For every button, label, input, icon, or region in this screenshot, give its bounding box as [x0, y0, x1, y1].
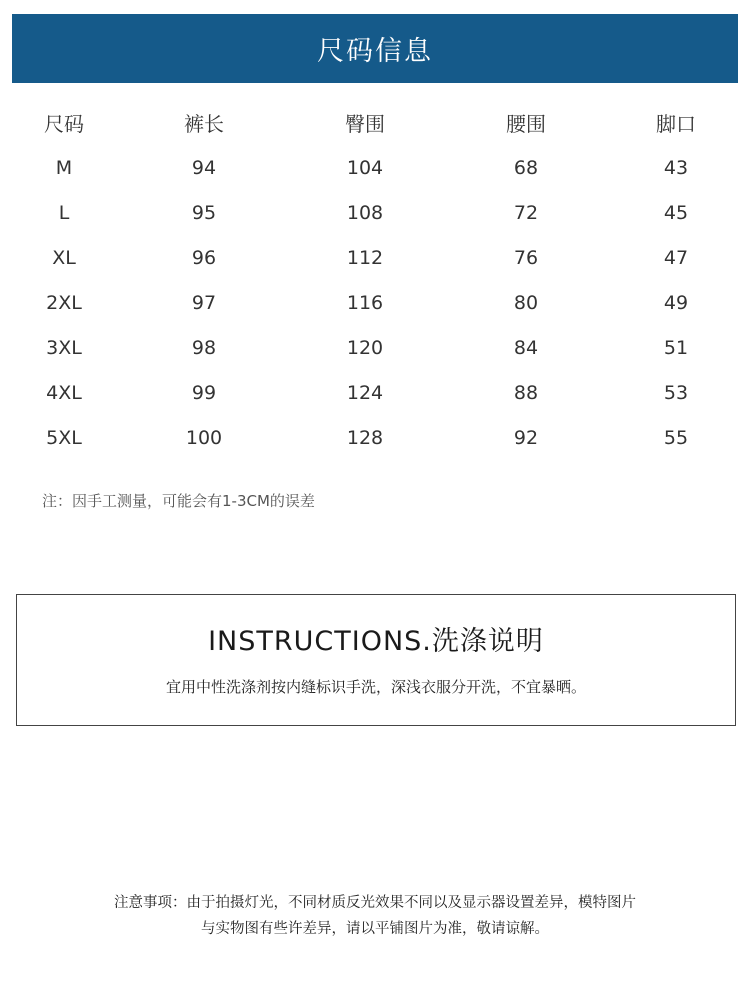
cell-waist: 80 [513, 291, 539, 314]
instructions-box [16, 594, 736, 726]
cell-size: L [58, 201, 70, 224]
table-row [0, 190, 750, 235]
cell-waist: 76 [513, 246, 539, 269]
cell-waist: 72 [513, 201, 539, 224]
header-hip: 臀围 [345, 112, 385, 136]
header-waist: 腰围 [506, 112, 546, 136]
cell-size: 5XL [46, 426, 82, 449]
cell-hem: 51 [663, 336, 689, 359]
table-row [0, 235, 750, 280]
cell-size: M [55, 156, 73, 179]
cell-hem: 43 [663, 156, 689, 179]
table-row [0, 280, 750, 325]
instructions-title: INSTRUCTIONS.洗涤说明 [208, 626, 544, 657]
cell-waist: 84 [513, 336, 539, 359]
cell-length: 98 [191, 336, 217, 359]
cell-hip: 128 [346, 426, 384, 449]
cell-length: 96 [191, 246, 217, 269]
footer-line-2: 与实物图有些许差异，请以平铺图片为准，敬请谅解。 [201, 921, 549, 937]
header-hem: 脚口 [656, 112, 696, 136]
cell-hip: 124 [346, 381, 384, 404]
cell-hip: 108 [346, 201, 384, 224]
cell-length: 95 [191, 201, 217, 224]
cell-waist: 92 [513, 426, 539, 449]
table-row [0, 370, 750, 415]
footer-note [0, 890, 750, 942]
cell-hem: 53 [663, 381, 689, 404]
size-table [0, 100, 750, 460]
cell-hem: 47 [663, 246, 689, 269]
header-length: 裤长 [184, 112, 224, 136]
cell-length: 99 [191, 381, 217, 404]
header-size: 尺码 [44, 112, 84, 136]
cell-hem: 55 [663, 426, 689, 449]
cell-size: XL [52, 246, 76, 269]
table-row [0, 145, 750, 190]
size-info-banner [12, 14, 738, 83]
table-row [0, 325, 750, 370]
instructions-text: 宜用中性洗涤剂按内缝标识手洗，深浅衣服分开洗，不宜暴晒。 [165, 678, 586, 696]
cell-hip: 112 [346, 246, 384, 269]
cell-length: 94 [191, 156, 217, 179]
cell-size: 3XL [46, 336, 82, 359]
cell-hem: 45 [663, 201, 689, 224]
cell-length: 100 [185, 426, 223, 449]
table-header-row [0, 100, 750, 145]
footer-line-1: 注意事项：由于拍摄灯光，不同材质反光效果不同以及显示器设置差异，模特图片 [114, 895, 636, 911]
banner-title: 尺码信息 [317, 36, 433, 67]
cell-hem: 49 [663, 291, 689, 314]
cell-hip: 116 [346, 291, 384, 314]
cell-size: 4XL [46, 381, 82, 404]
cell-length: 97 [191, 291, 217, 314]
cell-hip: 120 [346, 336, 384, 359]
cell-waist: 68 [513, 156, 539, 179]
cell-waist: 88 [513, 381, 539, 404]
cell-size: 2XL [46, 291, 82, 314]
table-row [0, 415, 750, 460]
cell-hip: 104 [346, 156, 384, 179]
measurement-note: 注：因手工测量，可能会有1-3CM的误差 [42, 492, 315, 510]
